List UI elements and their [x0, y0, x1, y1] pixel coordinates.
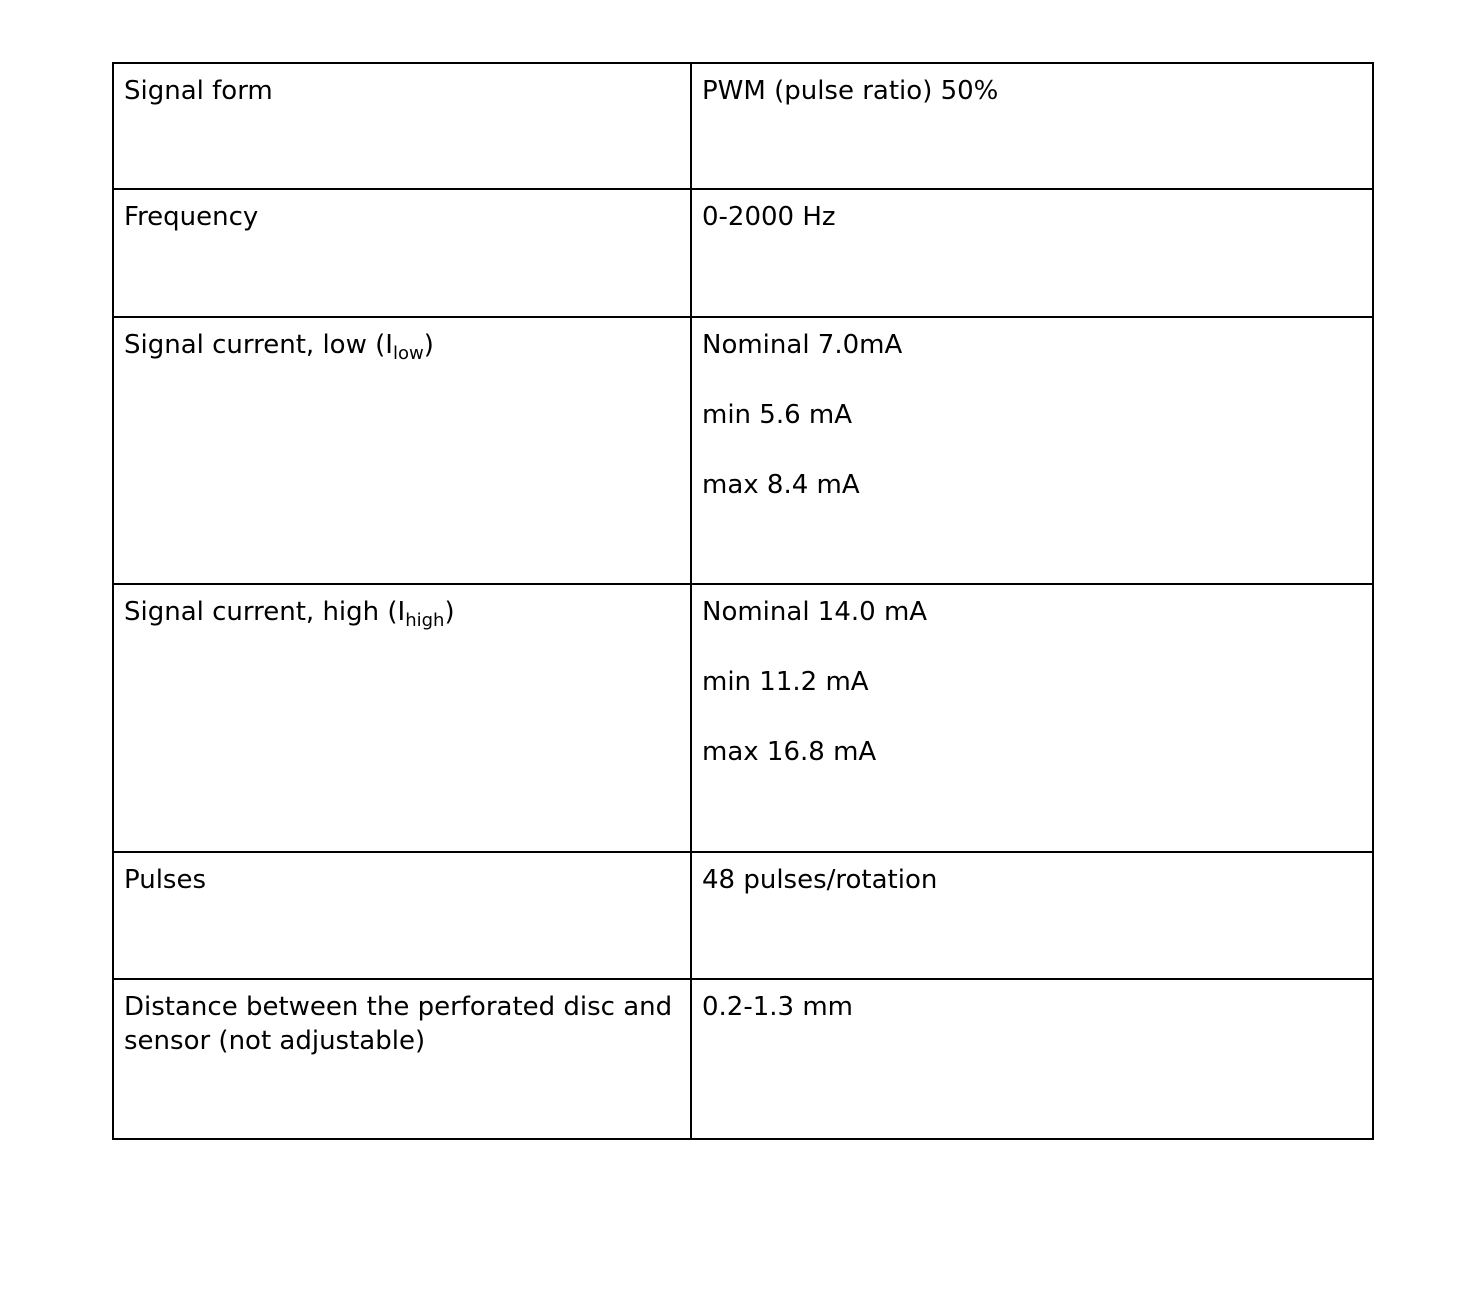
spec-table	[112, 62, 1374, 1140]
row-label: Signal current, high (I	[124, 597, 406, 627]
row-value-min: min 11.2 mA	[702, 667, 869, 697]
row-value: 0-2000 Hz	[702, 202, 836, 232]
row-label-cell	[113, 852, 691, 979]
row-label: Pulses	[124, 865, 207, 895]
row-value-cell	[691, 584, 1373, 852]
row-value-max: max 16.8 mA	[702, 737, 877, 767]
row-value-cell	[691, 979, 1373, 1139]
row-value-cell	[691, 189, 1373, 317]
row-label-suffix: )	[423, 330, 434, 360]
row-value-nominal: Nominal 7.0mA	[702, 330, 903, 360]
row-label-cell	[113, 317, 691, 584]
row-label-cell	[113, 63, 691, 189]
row-value: PWM (pulse ratio) 50%	[702, 76, 999, 106]
row-value-max: max 8.4 mA	[702, 470, 860, 500]
row-label-suffix: )	[444, 597, 455, 627]
row-value-min: min 5.6 mA	[702, 400, 853, 430]
row-value-cell	[691, 852, 1373, 979]
table-row	[113, 317, 1373, 584]
row-label-cell	[113, 979, 691, 1139]
row-label-subscript: low	[392, 343, 424, 364]
row-value-cell	[691, 317, 1373, 584]
row-value-nominal: Nominal 14.0 mA	[702, 597, 928, 627]
row-label-cell	[113, 584, 691, 852]
row-label: Distance between the perforated disc and sensor (not adjustable)	[124, 992, 673, 1056]
row-value-cell	[691, 63, 1373, 189]
row-label: Signal form	[124, 76, 273, 106]
table-row	[113, 852, 1373, 979]
row-label: Signal current, low (I	[124, 330, 393, 360]
row-label-subscript: high	[405, 610, 445, 631]
table-row	[113, 584, 1373, 852]
table-row	[113, 63, 1373, 189]
table-row	[113, 189, 1373, 317]
row-value: 0.2-1.3 mm	[702, 992, 853, 1022]
table-row	[113, 979, 1373, 1139]
row-value: 48 pulses/rotation	[702, 865, 938, 895]
row-label: Frequency	[124, 202, 259, 232]
row-label-cell	[113, 189, 691, 317]
